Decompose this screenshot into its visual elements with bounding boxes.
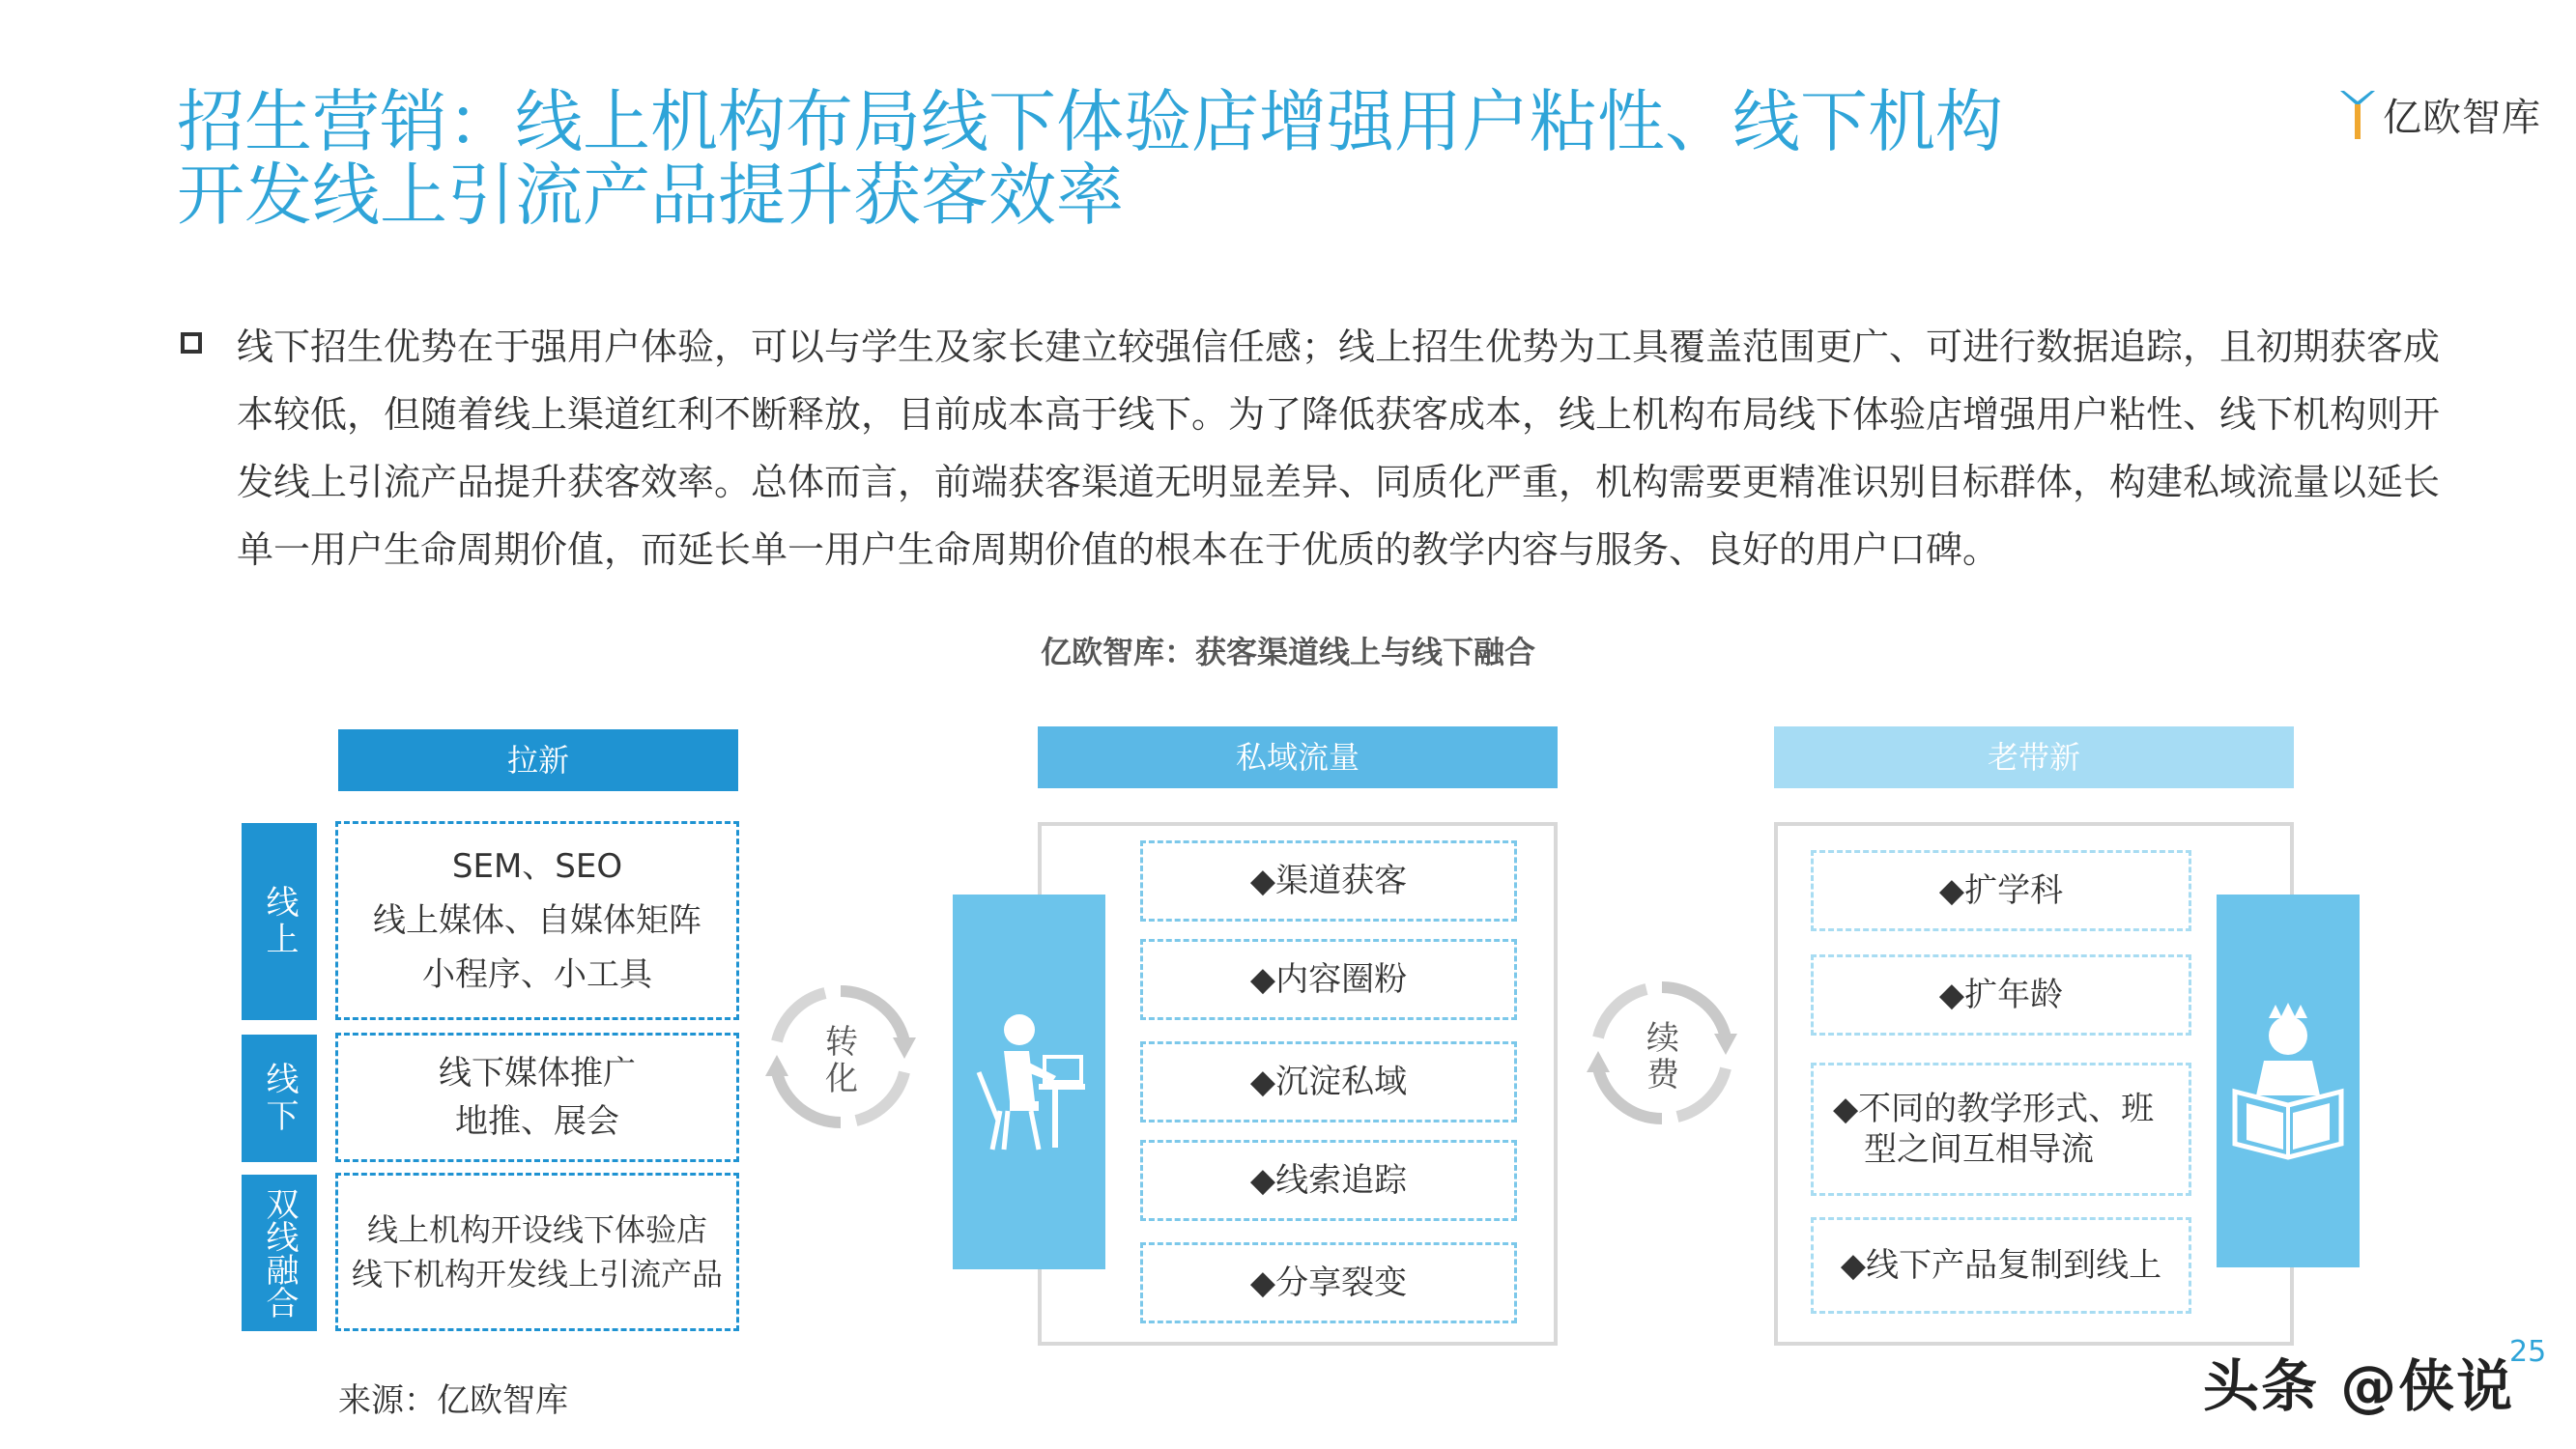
private-item-text: ◆沉淀私域 <box>1249 1063 1408 1101</box>
diagram-title: 亿欧智库：获客渠道线上与线下融合 <box>1040 634 1535 670</box>
page-title <box>177 82 2158 235</box>
referral-item-text: ◆扩年龄 <box>1938 976 2064 1014</box>
referral-item-3 <box>1811 1063 2191 1196</box>
channel-box-online <box>335 821 739 1020</box>
renewal-label-1: 续 <box>1646 1019 1679 1058</box>
private-item-1 <box>1140 840 1517 922</box>
referral-item-4 <box>1811 1217 2191 1314</box>
private-item-3 <box>1140 1041 1517 1122</box>
channel-text: SEM、SEO <box>451 847 623 886</box>
channel-text: 线上机构开设线下体验店 <box>366 1211 707 1248</box>
col-header-laxin: 拉新 <box>338 729 738 791</box>
private-item-4 <box>1140 1140 1517 1221</box>
channel-text: 线上媒体、自媒体矩阵 <box>373 901 701 940</box>
channel-text: 线下媒体推广 <box>439 1054 636 1093</box>
referral-item-text: ◆线下产品复制到线上 <box>1840 1246 2162 1285</box>
col-header-private-traffic: 私域流量 <box>1038 726 1558 788</box>
title-line-1: 招生营销：线上机构布局线下体验店增强用户粘性、线下机构 <box>177 82 2003 161</box>
title-line-2: 开发线上引流产品提升获客效率 <box>177 156 1124 235</box>
private-item-text: ◆分享裂变 <box>1249 1264 1408 1302</box>
private-item-text: ◆内容圈粉 <box>1249 960 1408 999</box>
logo-mark-icon <box>2338 87 2377 141</box>
private-item-text: ◆线索追踪 <box>1249 1161 1408 1200</box>
side-label-online-text: 线上 <box>260 885 299 958</box>
bullet-square-icon <box>181 332 202 354</box>
channel-box-dual <box>335 1173 739 1331</box>
child-reading-book-icon <box>2225 999 2351 1163</box>
referral-item-text: ◆扩学科 <box>1938 871 2064 910</box>
source-note: 来源：亿欧智库 <box>338 1381 568 1420</box>
channel-text: 地推、展会 <box>455 1102 619 1141</box>
page-number: 25 <box>2509 1335 2547 1369</box>
side-label-offline <box>242 1035 317 1162</box>
channel-text: 线下机构开发线上引流产品 <box>351 1256 723 1293</box>
side-label-dual <box>242 1175 317 1331</box>
brand-logo <box>2338 85 2541 143</box>
intro-paragraph: 线下招生优势在于强用户体验，可以与学生及家长建立较强信任感；线上招生优势为工具覆盖范围更广、可进行数据追踪，且初期获客成本较低，但随着线上渠道红利不断释放，目前成本高于线下。为了降低获客成本，线上机构布局线下体验店增强用户粘性、线下机构则开发线上引流产品提升获客效率。总体而言，前端获客渠道无明显差异、同质化严重，机构需要更精准识别目标群体，构建私域流量以延长单一用户生命周期价值，而延长单一用户生命周期价值的根本在于优质的教学内容与服务、良好的用户口碑。 <box>237 326 2441 571</box>
private-item-5 <box>1140 1242 1517 1323</box>
col-header-referral: 老带新 <box>1774 726 2294 788</box>
private-item-text: ◆渠道获客 <box>1249 862 1408 900</box>
side-label-dual-text: 双线融合 <box>260 1187 299 1319</box>
referral-item-1 <box>1811 850 2191 931</box>
channel-box-offline <box>335 1033 739 1162</box>
referral-item-text: ◆不同的教学形式、班型之间互相导流 <box>1833 1090 2155 1169</box>
side-label-online <box>242 823 317 1020</box>
conversion-label-1: 转 <box>825 1023 858 1062</box>
renewal-label-2: 费 <box>1646 1056 1679 1094</box>
logo-text: 亿欧智库 <box>2383 95 2541 140</box>
student-at-desk-panel <box>953 895 1105 1269</box>
side-label-offline-text: 线下 <box>260 1062 299 1135</box>
private-item-2 <box>1140 939 1517 1020</box>
reader-panel <box>2217 895 2360 1267</box>
renewal-label <box>1639 1020 1687 1094</box>
conversion-label-2: 化 <box>825 1060 858 1098</box>
channel-text: 小程序、小工具 <box>422 955 652 994</box>
conversion-label <box>817 1024 866 1097</box>
watermark-text: 头条 @侠说 <box>2203 1353 2515 1419</box>
referral-item-2 <box>1811 954 2191 1036</box>
student-at-laptop-icon <box>971 1005 1087 1159</box>
